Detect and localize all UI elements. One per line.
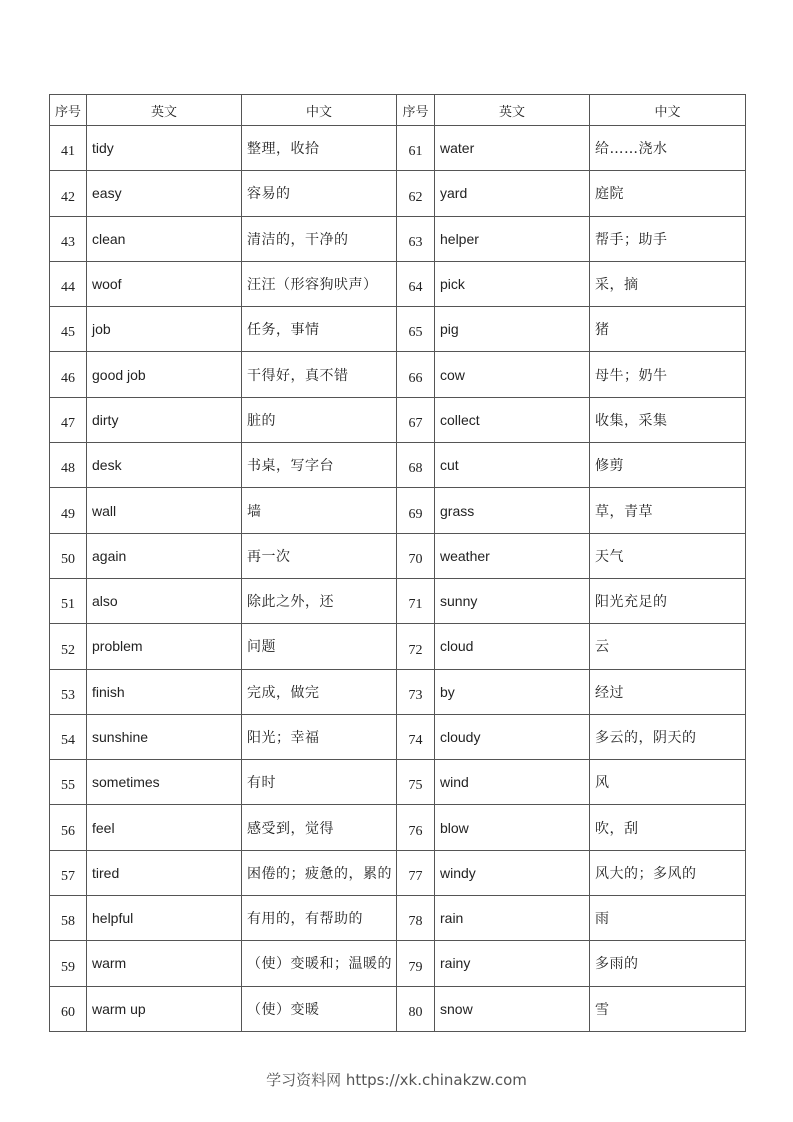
english-word: good job <box>87 352 242 397</box>
chinese-meaning: 阳光充足的 <box>590 578 746 623</box>
row-number: 43 <box>50 216 87 261</box>
english-word: problem <box>87 624 242 669</box>
table-row <box>50 307 746 352</box>
chinese-meaning: 猪 <box>590 307 746 352</box>
row-number: 79 <box>397 941 435 986</box>
chinese-meaning: 吹，刮 <box>590 805 746 850</box>
chinese-meaning: 墙 <box>242 488 397 533</box>
row-number: 55 <box>50 760 87 805</box>
english-word: feel <box>87 805 242 850</box>
row-number: 44 <box>50 261 87 306</box>
table-row <box>50 986 746 1031</box>
chinese-meaning: 雨 <box>590 896 746 941</box>
english-word: yard <box>435 171 590 216</box>
chinese-meaning: 清洁的，干净的 <box>242 216 397 261</box>
table-row <box>50 760 746 805</box>
table-row <box>50 624 746 669</box>
header-chinese: 中文 <box>590 95 746 126</box>
english-word: rainy <box>435 941 590 986</box>
english-word: dirty <box>87 397 242 442</box>
row-number: 51 <box>50 578 87 623</box>
row-number: 48 <box>50 443 87 488</box>
row-number: 54 <box>50 714 87 759</box>
chinese-meaning: 除此之外，还 <box>242 578 397 623</box>
row-number: 42 <box>50 171 87 216</box>
english-word: weather <box>435 533 590 578</box>
row-number: 47 <box>50 397 87 442</box>
english-word: warm <box>87 941 242 986</box>
english-word: windy <box>435 850 590 895</box>
row-number: 56 <box>50 805 87 850</box>
row-number: 66 <box>397 352 435 397</box>
chinese-meaning: 收集，采集 <box>590 397 746 442</box>
english-word: helpful <box>87 896 242 941</box>
chinese-meaning: 问题 <box>242 624 397 669</box>
row-number: 59 <box>50 941 87 986</box>
row-number: 65 <box>397 307 435 352</box>
header-number: 序号 <box>397 95 435 126</box>
chinese-meaning: 有时 <box>242 760 397 805</box>
english-word: again <box>87 533 242 578</box>
row-number: 57 <box>50 850 87 895</box>
row-number: 58 <box>50 896 87 941</box>
vocabulary-table <box>49 94 746 1032</box>
table-row <box>50 352 746 397</box>
english-word: rain <box>435 896 590 941</box>
english-word: pick <box>435 261 590 306</box>
chinese-meaning: 整理，收拾 <box>242 126 397 171</box>
table-row <box>50 216 746 261</box>
row-number: 67 <box>397 397 435 442</box>
row-number: 63 <box>397 216 435 261</box>
table-row <box>50 896 746 941</box>
table-row <box>50 397 746 442</box>
row-number: 77 <box>397 850 435 895</box>
row-number: 74 <box>397 714 435 759</box>
row-number: 50 <box>50 533 87 578</box>
table-row <box>50 443 746 488</box>
chinese-meaning: 草，青草 <box>590 488 746 533</box>
english-word: blow <box>435 805 590 850</box>
english-word: wall <box>87 488 242 533</box>
row-number: 78 <box>397 896 435 941</box>
chinese-meaning: 困倦的；疲惫的，累的 <box>242 850 397 895</box>
chinese-meaning: 天气 <box>590 533 746 578</box>
header-number: 序号 <box>50 95 87 126</box>
table-row <box>50 850 746 895</box>
chinese-meaning: （使）变暖和；温暖的 <box>242 941 397 986</box>
table-row <box>50 578 746 623</box>
row-number: 72 <box>397 624 435 669</box>
table-header-row <box>50 95 746 126</box>
chinese-meaning: 庭院 <box>590 171 746 216</box>
row-number: 46 <box>50 352 87 397</box>
chinese-meaning: 汪汪（形容狗吠声） <box>242 261 397 306</box>
english-word: sunshine <box>87 714 242 759</box>
english-word: wind <box>435 760 590 805</box>
chinese-meaning: 阳光；幸福 <box>242 714 397 759</box>
row-number: 80 <box>397 986 435 1031</box>
english-word: job <box>87 307 242 352</box>
chinese-meaning: 任务，事情 <box>242 307 397 352</box>
footer-text: 学习资料网 https://xk.chinakzw.com <box>266 1071 527 1089</box>
row-number: 75 <box>397 760 435 805</box>
english-word: desk <box>87 443 242 488</box>
row-number: 60 <box>50 986 87 1031</box>
chinese-meaning: 风大的；多风的 <box>590 850 746 895</box>
row-number: 52 <box>50 624 87 669</box>
row-number: 68 <box>397 443 435 488</box>
chinese-meaning: （使）变暖 <box>242 986 397 1031</box>
row-number: 49 <box>50 488 87 533</box>
chinese-meaning: 多雨的 <box>590 941 746 986</box>
row-number: 73 <box>397 669 435 714</box>
chinese-meaning: 雪 <box>590 986 746 1031</box>
table-row <box>50 171 746 216</box>
row-number: 70 <box>397 533 435 578</box>
english-word: snow <box>435 986 590 1031</box>
header-chinese: 中文 <box>242 95 397 126</box>
english-word: finish <box>87 669 242 714</box>
english-word: pig <box>435 307 590 352</box>
english-word: grass <box>435 488 590 533</box>
chinese-meaning: 书桌，写字台 <box>242 443 397 488</box>
english-word: cut <box>435 443 590 488</box>
english-word: cloudy <box>435 714 590 759</box>
chinese-meaning: 帮手；助手 <box>590 216 746 261</box>
english-word: also <box>87 578 242 623</box>
table-row <box>50 261 746 306</box>
chinese-meaning: 脏的 <box>242 397 397 442</box>
table-row <box>50 533 746 578</box>
chinese-meaning: 风 <box>590 760 746 805</box>
row-number: 41 <box>50 126 87 171</box>
chinese-meaning: 给……浇水 <box>590 126 746 171</box>
table-row <box>50 714 746 759</box>
english-word: warm up <box>87 986 242 1031</box>
english-word: tidy <box>87 126 242 171</box>
table-row <box>50 805 746 850</box>
chinese-meaning: 再一次 <box>242 533 397 578</box>
chinese-meaning: 干得好，真不错 <box>242 352 397 397</box>
chinese-meaning: 完成，做完 <box>242 669 397 714</box>
english-word: sometimes <box>87 760 242 805</box>
chinese-meaning: 经过 <box>590 669 746 714</box>
table-row <box>50 488 746 533</box>
row-number: 69 <box>397 488 435 533</box>
english-word: sunny <box>435 578 590 623</box>
row-number: 53 <box>50 669 87 714</box>
row-number: 62 <box>397 171 435 216</box>
chinese-meaning: 母牛；奶牛 <box>590 352 746 397</box>
header-english: 英文 <box>435 95 590 126</box>
table-row <box>50 669 746 714</box>
row-number: 61 <box>397 126 435 171</box>
english-word: cloud <box>435 624 590 669</box>
chinese-meaning: 容易的 <box>242 171 397 216</box>
row-number: 71 <box>397 578 435 623</box>
english-word: woof <box>87 261 242 306</box>
english-word: cow <box>435 352 590 397</box>
english-word: by <box>435 669 590 714</box>
chinese-meaning: 修剪 <box>590 443 746 488</box>
chinese-meaning: 多云的，阴天的 <box>590 714 746 759</box>
table-row <box>50 126 746 171</box>
page-footer <box>0 1069 793 1090</box>
english-word: tired <box>87 850 242 895</box>
chinese-meaning: 有用的，有帮助的 <box>242 896 397 941</box>
english-word: water <box>435 126 590 171</box>
row-number: 64 <box>397 261 435 306</box>
chinese-meaning: 感受到，觉得 <box>242 805 397 850</box>
english-word: helper <box>435 216 590 261</box>
row-number: 76 <box>397 805 435 850</box>
row-number: 45 <box>50 307 87 352</box>
table-row <box>50 941 746 986</box>
english-word: easy <box>87 171 242 216</box>
english-word: collect <box>435 397 590 442</box>
chinese-meaning: 云 <box>590 624 746 669</box>
english-word: clean <box>87 216 242 261</box>
chinese-meaning: 采，摘 <box>590 261 746 306</box>
header-english: 英文 <box>87 95 242 126</box>
